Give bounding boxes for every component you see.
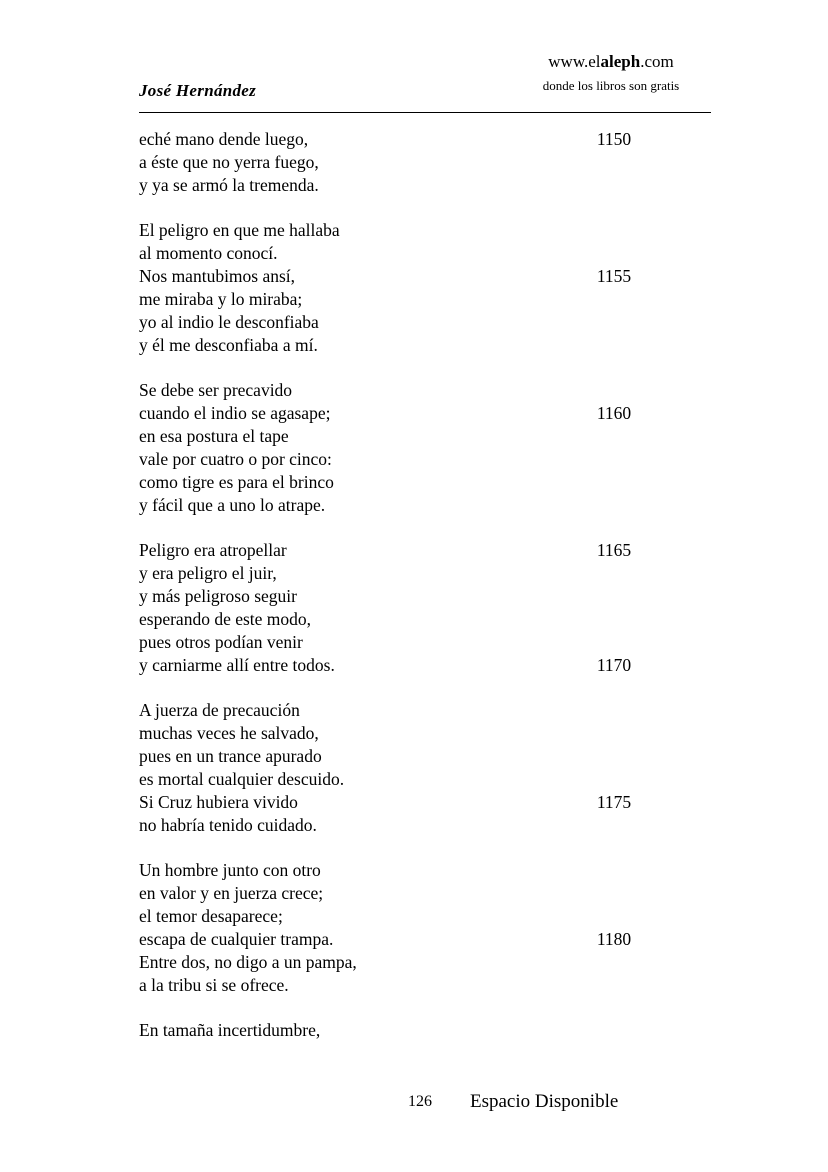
poem-line-text: y carniarme allí entre todos. [139, 655, 335, 675]
poem-line [139, 768, 711, 791]
poem-line-text: En tamaña incertidumbre, [139, 1020, 321, 1040]
poem-line-text: pues en un trance apurado [139, 746, 322, 766]
poem-line-text: A juerza de precaución [139, 700, 300, 720]
poem-line [139, 425, 711, 448]
poem-stanza [139, 859, 711, 997]
poem-line-number: 1175 [596, 792, 632, 812]
poem-line-text: y más peligroso seguir [139, 586, 297, 606]
poem-line [139, 859, 711, 882]
poem-line-text: en esa postura el tape [139, 426, 289, 446]
page-header [139, 52, 711, 110]
poem-line [139, 242, 711, 265]
site-brand: aleph [600, 52, 641, 71]
poem-line [139, 585, 711, 608]
poem-line-text: a éste que no yerra fuego, [139, 152, 319, 172]
header-website [511, 52, 711, 72]
poem-line-text: escapa de cualquier trampa. [139, 929, 334, 949]
poem-line-number: 1165 [596, 540, 632, 560]
poem-line-text: Nos mantubimos ansí, [139, 266, 296, 286]
poem-line-text: el temor desaparece; [139, 906, 283, 926]
poem-line [139, 471, 711, 494]
poem-line-text: esperando de este modo, [139, 609, 312, 629]
poem-stanza [139, 699, 711, 837]
poem-line-number: 1170 [596, 655, 632, 675]
poem-line [139, 631, 711, 654]
poem-line-text: y era peligro el juir, [139, 563, 277, 583]
poem-line [139, 334, 711, 357]
poem-line [139, 174, 711, 197]
poem-line-text: al momento conocí. [139, 243, 278, 263]
poem-line [139, 928, 711, 951]
poem-line-text: Si Cruz hubiera vivido [139, 792, 298, 812]
poem-line [139, 402, 711, 425]
poem-line [139, 791, 711, 814]
poem-stanza [139, 539, 711, 677]
poem-line-text: me miraba y lo miraba; [139, 289, 303, 309]
poem-line [139, 539, 711, 562]
poem-line-number: 1150 [596, 129, 632, 149]
poem-line-text: y ya se armó la tremenda. [139, 175, 319, 195]
poem-stanza [139, 219, 711, 357]
poem-line-text: Un hombre junto con otro [139, 860, 321, 880]
poem-line [139, 905, 711, 928]
poem-line [139, 882, 711, 905]
poem-line-text: es mortal cualquier descuido. [139, 769, 345, 789]
poem-line [139, 288, 711, 311]
header-tagline: donde los libros son gratis [542, 78, 680, 93]
site-prefix: www.el [548, 52, 601, 71]
poem-line [139, 219, 711, 242]
poem-line-text: y fácil que a uno lo atrape. [139, 495, 326, 515]
poem-line [139, 814, 711, 837]
poem-line [139, 974, 711, 997]
poem-stanza [139, 379, 711, 517]
poem-body [139, 128, 711, 1064]
poem-line [139, 265, 711, 288]
poem-line-number: 1160 [596, 403, 632, 423]
poem-line [139, 722, 711, 745]
poem-stanza [139, 1019, 711, 1042]
poem-line [139, 1019, 711, 1042]
poem-line [139, 151, 711, 174]
poem-line-number: 1180 [596, 929, 632, 949]
poem-line [139, 494, 711, 517]
poem-line-text: como tigre es para el brinco [139, 472, 334, 492]
poem-line [139, 745, 711, 768]
poem-line-text: en valor y en juerza crece; [139, 883, 324, 903]
poem-line-text: muchas veces he salvado, [139, 723, 319, 743]
poem-line-text: Peligro era atropellar [139, 540, 287, 560]
poem-line-text: El peligro en que me hallaba [139, 220, 340, 240]
poem-line [139, 379, 711, 402]
poem-line-text: pues otros podían venir [139, 632, 303, 652]
poem-line-text: eché mano dende luego, [139, 129, 309, 149]
poem-line-text: no habría tenido cuidado. [139, 815, 317, 835]
poem-line [139, 128, 711, 151]
poem-line [139, 608, 711, 631]
poem-line [139, 654, 711, 677]
header-author-name: José Hernández [139, 81, 257, 100]
poem-line-text: yo al indio le desconfiaba [139, 312, 319, 332]
poem-stanza [139, 128, 711, 197]
poem-line-text: y él me desconfiaba a mí. [139, 335, 318, 355]
page-number: 126 [408, 1093, 432, 1110]
poem-line-text: Se debe ser precavido [139, 380, 293, 400]
header-divider [139, 112, 711, 113]
poem-line-text: Entre dos, no digo a un pampa, [139, 952, 357, 972]
poem-line [139, 699, 711, 722]
poem-line [139, 448, 711, 471]
poem-line [139, 562, 711, 585]
poem-line-number: 1155 [596, 266, 632, 286]
poem-line-text: vale por cuatro o por cinco: [139, 449, 332, 469]
site-suffix: .com [640, 52, 674, 71]
footer-ad-text: Espacio Disponible [470, 1091, 619, 1112]
poem-line-text: a la tribu si se ofrece. [139, 975, 289, 995]
poem-line [139, 311, 711, 334]
poem-line-text: cuando el indio se agasape; [139, 403, 331, 423]
poem-line [139, 951, 711, 974]
